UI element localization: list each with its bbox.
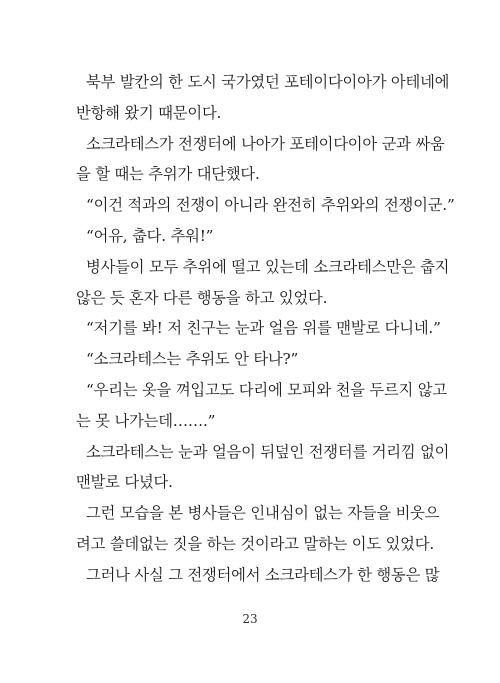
- text-line: 맨발로 다녔다.: [76, 473, 173, 492]
- text-line: 는 못 나가는데…….”: [76, 411, 216, 430]
- text-line: 소크라테스가 전쟁터에 나아가 포테이다이아 군과 싸움: [86, 134, 445, 153]
- text-line: 그런 모습을 본 병사들은 인내심이 없는 자들을 비웃으: [86, 504, 440, 523]
- text-line: 을 할 때는 추위가 대단했다.: [76, 165, 260, 184]
- text-line: “소크라테스는 추위도 안 타나?”: [86, 350, 299, 369]
- text-line: 않은 듯 혼자 다른 행동을 하고 있었다.: [76, 288, 328, 307]
- text-line: 려고 쓸데없는 짓을 하는 것이라고 말하는 이도 있었다.: [76, 534, 434, 553]
- text-line: “저기를 봐! 저 친구는 눈과 얼음 위를 맨발로 다니네.”: [86, 319, 441, 338]
- body-text: [76, 72, 455, 596]
- text-line: 병사들이 모두 추위에 떨고 있는데 소크라테스만은 춥지: [86, 257, 450, 276]
- text-line: 그러나 사실 그 전쟁터에서 소크라테스가 한 행동은 많: [86, 565, 440, 584]
- text-line: 북부 발칸의 한 도시 국가였던 포테이다이아가 아테네에: [86, 73, 450, 91]
- page-number: 23: [242, 612, 258, 626]
- text-line: 소크라테스는 눈과 얼음이 뒤덮인 전쟁터를 거리낌 없이: [86, 442, 450, 461]
- text-line: “우리는 옷을 껴입고도 다리에 모피와 천을 두르지 않고: [86, 380, 447, 399]
- text-line: “어유, 춥다. 추워!”: [86, 226, 214, 245]
- text-line: 반항해 왔기 때문이다.: [76, 103, 222, 122]
- text-line: “이건 적과의 전쟁이 아니라 완전히 추위와의 전쟁이군.”: [86, 196, 455, 215]
